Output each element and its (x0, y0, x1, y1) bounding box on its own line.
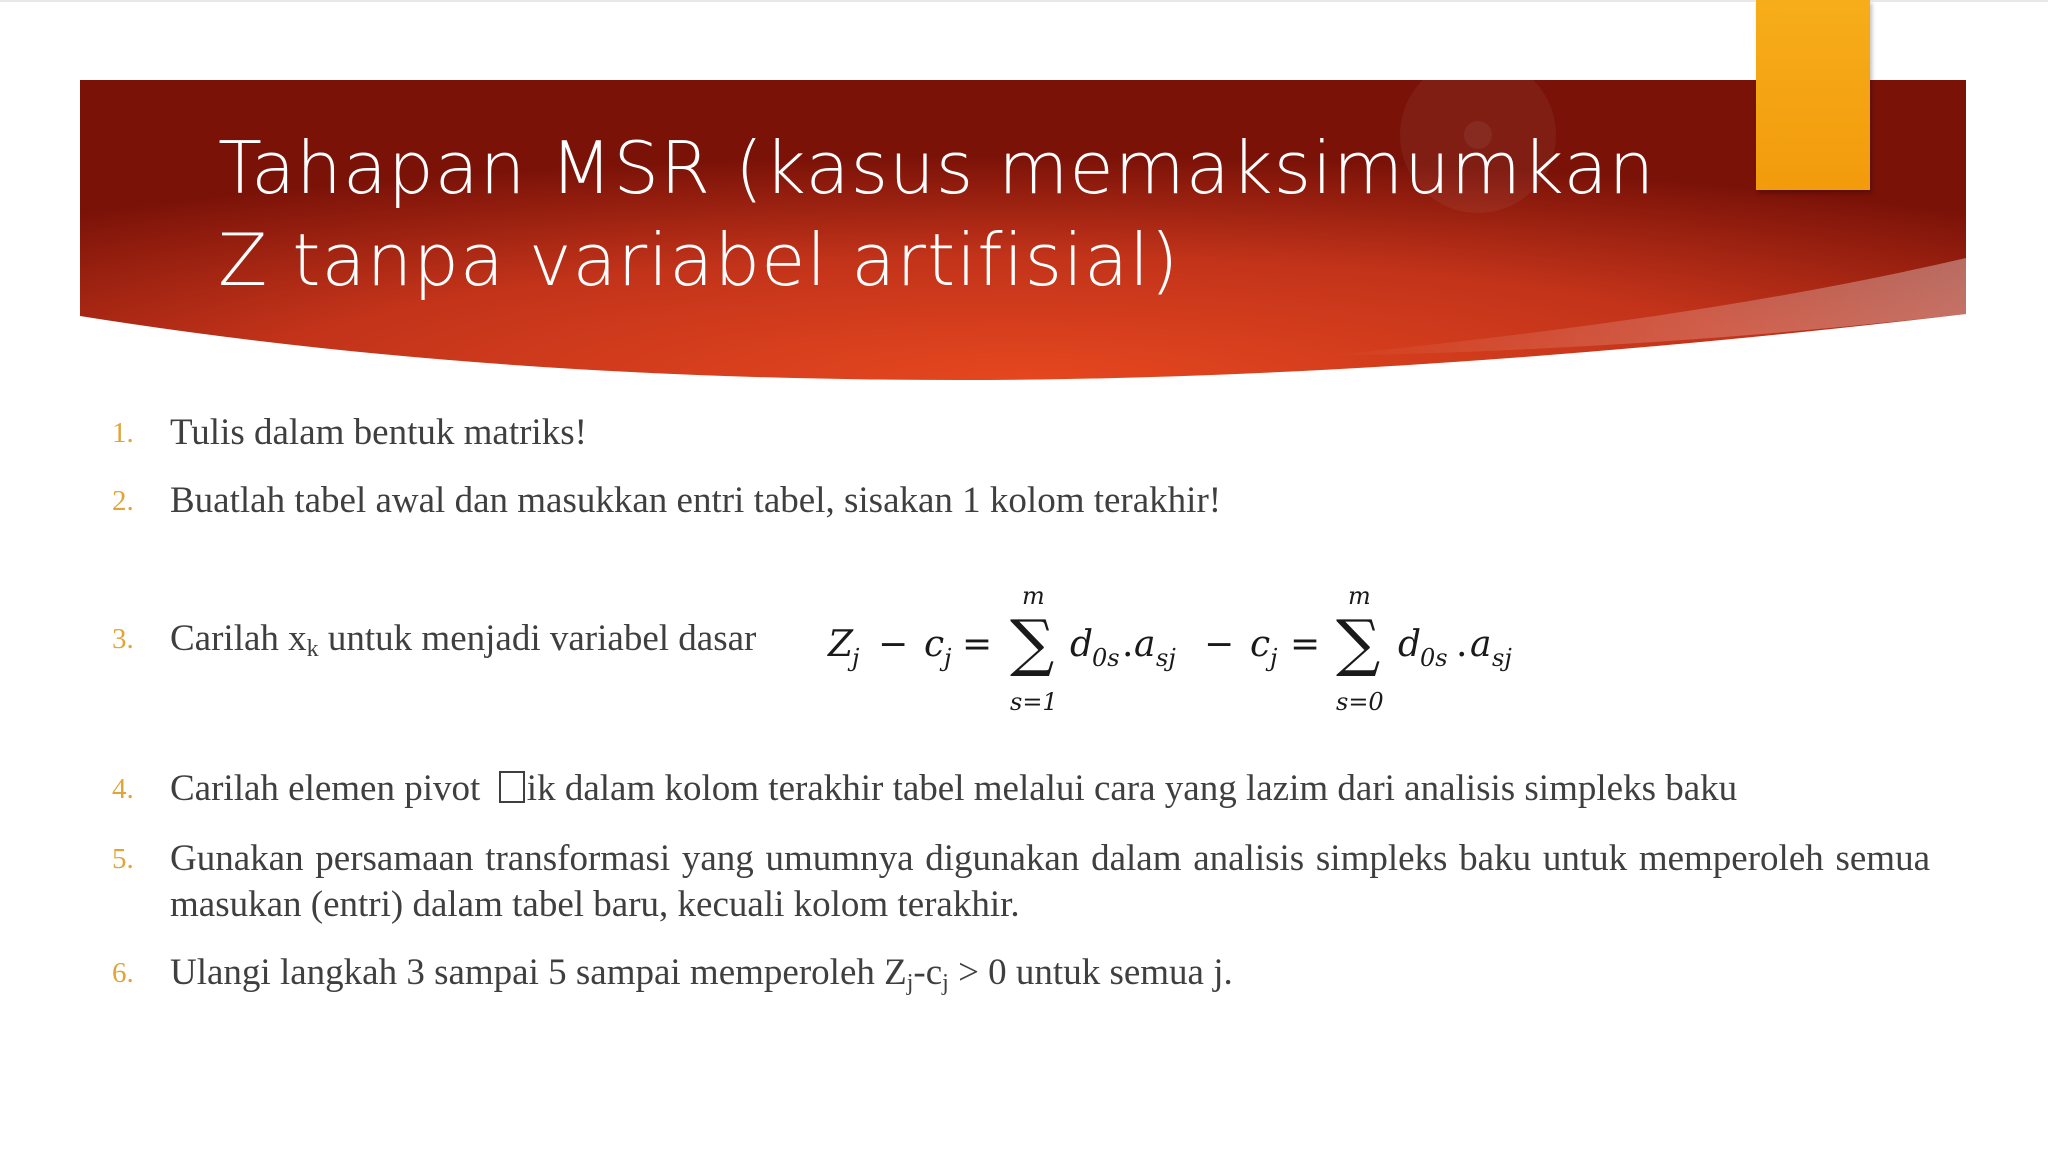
formula-equals-2: = (1290, 624, 1321, 665)
subscript: j (906, 970, 914, 996)
formula-a: a (1134, 624, 1156, 665)
list-text: Gunakan persamaan transformasi yang umumnya digunakan dalam analisis simpleks baku untuk memperoleh semua masukan (entri) dalam tabel baru, kecuali kolom terakhir. (170, 838, 1930, 925)
formula-c-2: c (1250, 624, 1271, 665)
text-part: Ulangi langkah 3 sampai 5 sampai memperoleh Z (170, 952, 907, 993)
formula-dot-2: . (1456, 624, 1468, 665)
formula-minus-2: − (1204, 624, 1235, 665)
list-text: Buatlah tabel awal dan masukkan entri tabel, sisakan 1 kolom terakhir! (170, 480, 1222, 521)
text-part: > 0 untuk semua j. (948, 952, 1233, 993)
title-line-2: Z tanpa variabel artifisial) (218, 218, 1180, 302)
formula-z: Z (828, 624, 854, 665)
text-part: Carilah x (170, 618, 307, 659)
formula-a-sub-2: sj (1492, 644, 1512, 672)
formula-sum-lower: s=1 (1010, 688, 1058, 716)
formula-d-sub: 0s (1092, 644, 1120, 672)
list-number: 3. (112, 623, 134, 655)
formula-sum-lower-2: s=0 (1336, 688, 1384, 716)
subscript: j (942, 970, 949, 996)
subscript: k (306, 636, 319, 662)
missing-glyph-icon (499, 771, 525, 803)
list-text (170, 950, 1233, 996)
list-text (170, 766, 1737, 812)
list-number: 5. (112, 843, 134, 875)
formula-a-2: a (1470, 624, 1492, 665)
text-part: untuk menjadi variabel dasar (318, 618, 757, 659)
formula-sum-upper-2: m (1348, 582, 1371, 610)
text-part: -c (913, 952, 943, 993)
formula-c-sub: j (944, 644, 952, 672)
formula-d-2: d (1398, 624, 1422, 665)
list-number: 1. (112, 417, 134, 449)
formula-z-sub: j (852, 644, 860, 672)
formula-zj-cj (824, 578, 1524, 718)
text-part: ik dalam kolom terakhir tabel melalui cara yang lazim dari analisis simpleks baku (526, 768, 1738, 809)
title-line-1: Tahapan MSR (kasus memaksimumkan (218, 126, 1656, 210)
list-text: Tulis dalam bentuk matriks! (170, 412, 587, 453)
list-number: 2. (112, 485, 134, 517)
formula-c: c (924, 624, 945, 665)
formula-minus: − (878, 624, 909, 665)
formula-svg (824, 578, 1524, 718)
list-number: 6. (112, 957, 134, 989)
formula-c-sub-2: j (1270, 644, 1278, 672)
formula-d-sub-2: 0s (1420, 644, 1448, 672)
formula-equals: = (962, 624, 993, 665)
text-part: Carilah elemen pivot (170, 768, 499, 809)
list-text (170, 616, 756, 662)
formula-sum: ∑ (1010, 606, 1055, 679)
formula-d: d (1070, 624, 1094, 665)
formula-dot: . (1122, 624, 1134, 665)
formula-sum-upper: m (1022, 582, 1045, 610)
formula-sum-2: ∑ (1336, 606, 1381, 679)
formula-a-sub: sj (1156, 644, 1176, 672)
list-number: 4. (112, 773, 134, 805)
